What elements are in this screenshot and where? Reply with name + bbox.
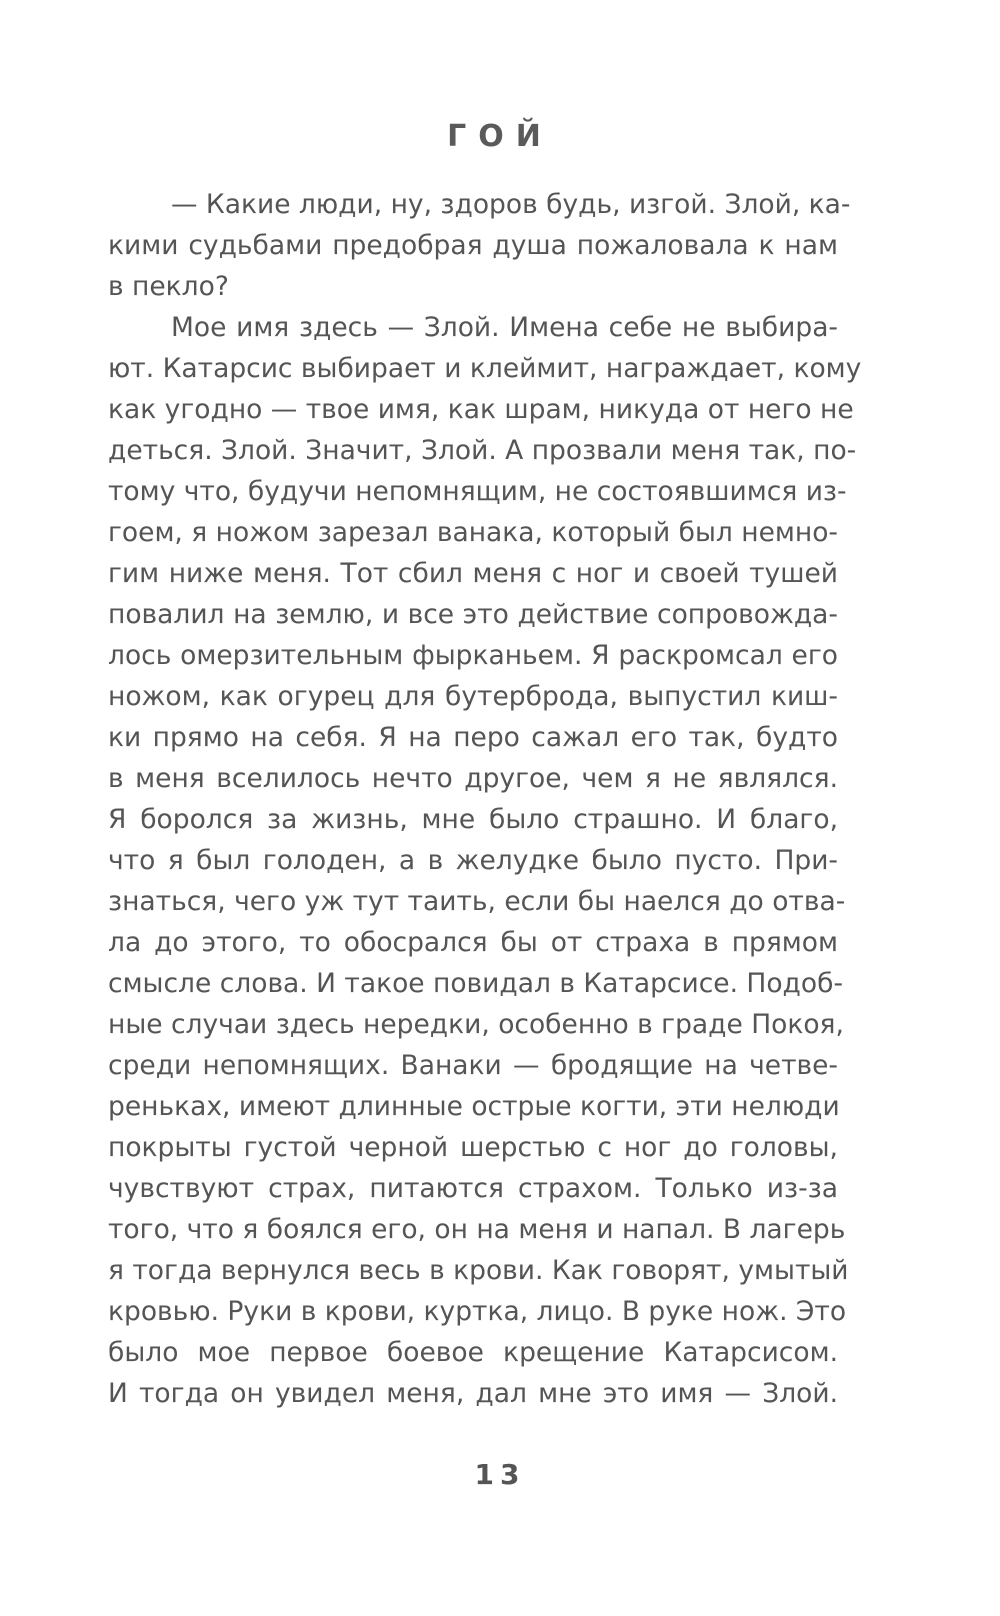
text-line: было мое первое боевое крещение Катарсисом.: [108, 1337, 838, 1368]
text-line: — Какие люди, ну, здоров будь, изгой. Злой, ка-: [171, 189, 851, 220]
text-line: ные случаи здесь нередки, особенно в граде Покоя,: [108, 1009, 844, 1040]
text-line: того, что я боялся его, он на меня и напал. В лагерь: [108, 1214, 846, 1245]
text-line: Мое имя здесь — Злой. Имена себе не выбира-: [171, 312, 838, 343]
text-line: тому что, будучи непомнящим, не состоявшимся из-: [108, 476, 847, 507]
text-line: кровью. Руки в крови, куртка, лицо. В руке нож. Это: [108, 1296, 847, 1327]
text-line: гоем, я ножом зарезал ванака, который был немно-: [108, 517, 838, 548]
text-line: лось омерзительным фырканьем. Я раскромсал его: [108, 640, 838, 671]
text-line: я тогда вернулся весь в крови. Как говорят, умытый: [108, 1255, 849, 1286]
body-text: [108, 184, 862, 1414]
text-line: в пекло?: [108, 271, 229, 302]
text-line: реньках, имеют длинные острые когти, эти нелюди: [108, 1091, 840, 1122]
text-line: кими судьбами предобрая душа пожаловала к нам: [108, 230, 838, 261]
text-line: смысле слова. И такое повидал в Катарсисе. Подоб-: [108, 968, 843, 999]
text-line: чувствуют страх, питаются страхом. Только из-за: [108, 1173, 838, 1204]
text-line: Я боролся за жизнь, мне было страшно. И благо,: [108, 804, 838, 835]
text-line: ют. Катарсис выбирает и клеймит, награждает, кому: [108, 353, 862, 384]
text-line: ла до этого, то обосрался бы от страха в прямом: [108, 927, 838, 958]
text-line: как угодно — твое имя, как шрам, никуда от него не: [108, 394, 854, 425]
running-title: ГОЙ: [447, 119, 553, 154]
text-line: в меня вселилось нечто другое, чем я не являлся.: [108, 763, 838, 794]
text-line: среди непомнящих. Ванаки — бродящие на четве-: [108, 1050, 838, 1081]
text-line: ножом, как огурец для бутерброда, выпустил киш-: [108, 681, 838, 712]
text-line: повалил на землю, и все это действие сопровожда-: [108, 599, 838, 630]
text-line: что я был голоден, а в желудке было пусто. При-: [108, 845, 838, 876]
text-line: гим ниже меня. Тот сбил меня с ног и своей тушей: [108, 558, 838, 589]
text-line: И тогда он увидел меня, дал мне это имя — Злой.: [108, 1378, 838, 1409]
page-number: 13: [474, 1458, 526, 1491]
text-line: покрыты густой черной шерстью с ног до головы,: [108, 1132, 838, 1163]
text-line: ки прямо на себя. Я на перо сажал его так, будто: [108, 722, 838, 753]
text-line: деться. Злой. Значит, Злой. А прозвали меня так, по-: [108, 435, 857, 466]
text-line: знаться, чего уж тут таить, если бы наелся до отва-: [108, 886, 846, 917]
